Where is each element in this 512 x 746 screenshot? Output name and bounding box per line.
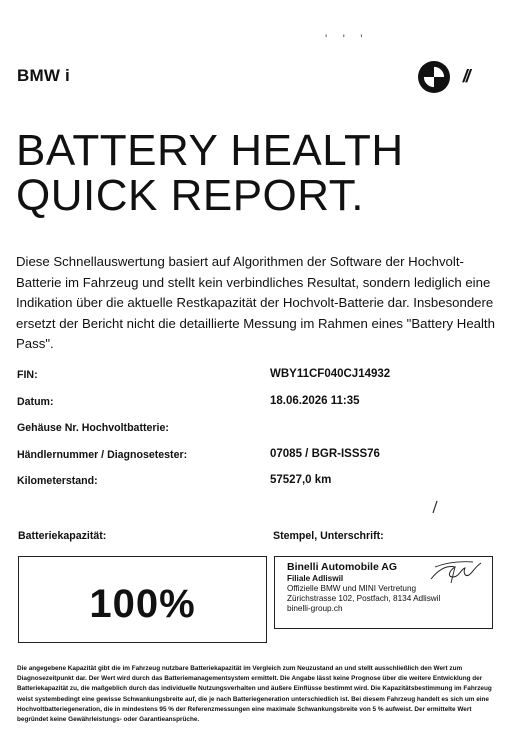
bmw-roundel-icon [417,60,451,94]
field-value-fin: WBY11CF040CJ14932 [270,368,391,380]
legal-footnote: Die angegebene Kapazität gibt die im Fahrzeug nutzbare Batteriekapazität im Vergleich zum Neuzustand an und stellt ausschließlich den Wert zum Diagnosezeitpunkt dar. Der Wert wird durch das Batteriemanagementsystem ermittelt. Die Angabe lässt keine Prognose über die weitere Entwicklung der Batteriekapazität zu, die maßgeblich durch das individuelle Nutzungsverhalten und äußere Einflüsse bestimmt wird. Die Kapazitätsbestimmung im Fahrzeug weist systembedingt eine gewisse Schwankungsbreite auf, die je nach Batteriegeneration unterschiedlich ist. Bei diesem Fahrzeug handelt es sich um eine Hochvoltbatteriegeneration, die in mindestens 95 % der Referenzmessungen eine maximale Schwankungsbreite von 5 % aufweist. Der ermittelte Wert begründet keine Gewährleistungs- oder Garantieansprüche. [17,665,492,724]
intro-paragraph: Diese Schnellauswertung basiert auf Algorithmen der Software der Hochvolt-Batterie im Fahrzeug und stellt kein verbindliches Resultat, sondern lediglich eine Indikation über die aktuelle Restkapazität der Hochvolt-Batterie dar. Insbesondere ersetzt der Bericht nicht die detaillierte Messung im Rahmen eines "Battery Health Pass". [16,254,495,351]
field-label-mileage: Kilometerstand: [17,475,98,487]
stamp-company: Binelli Automobile AG [287,561,398,573]
pen-tick-mark [430,500,440,514]
capacity-value: 100% [89,582,196,626]
stamp-branch: Filiale Adliswil [287,574,344,583]
field-label-date: Datum: [17,396,54,408]
field-value-date: 18.06.2026 11:35 [270,395,360,407]
pen-marks: ' ' ' [325,32,369,46]
stamp-line-3: binelli-group.ch [287,604,343,613]
title-line-2: QUICK REPORT. [16,171,364,220]
dealer-stamp [274,556,493,629]
title-line-1: BATTERY HEALTH [16,126,404,175]
brand-wordmark: BMW i [17,66,70,85]
field-value-dealer: 07085 / BGR-ISSS76 [270,448,380,460]
capacity-label: Batteriekapazität: [18,530,107,542]
handwritten-signature [425,559,485,585]
field-label-fin: FIN: [17,369,38,381]
stamp-line-1: Offizielle BMW und MINI Vertretung [287,584,417,593]
brand-slashes: // [461,66,471,86]
field-value-mileage: 57527,0 km [270,474,332,486]
stamp-label: Stempel, Unterschrift: [273,530,384,542]
stamp-line-2: Zürichstrasse 102, Postfach, 8134 Adliswil [287,594,441,603]
field-label-dealer: Händlernummer / Diagnosetester: [17,449,188,461]
field-label-battery-housing: Gehäuse Nr. Hochvoltbatterie: [17,422,169,434]
report-title [16,128,496,218]
capacity-box [18,556,267,643]
